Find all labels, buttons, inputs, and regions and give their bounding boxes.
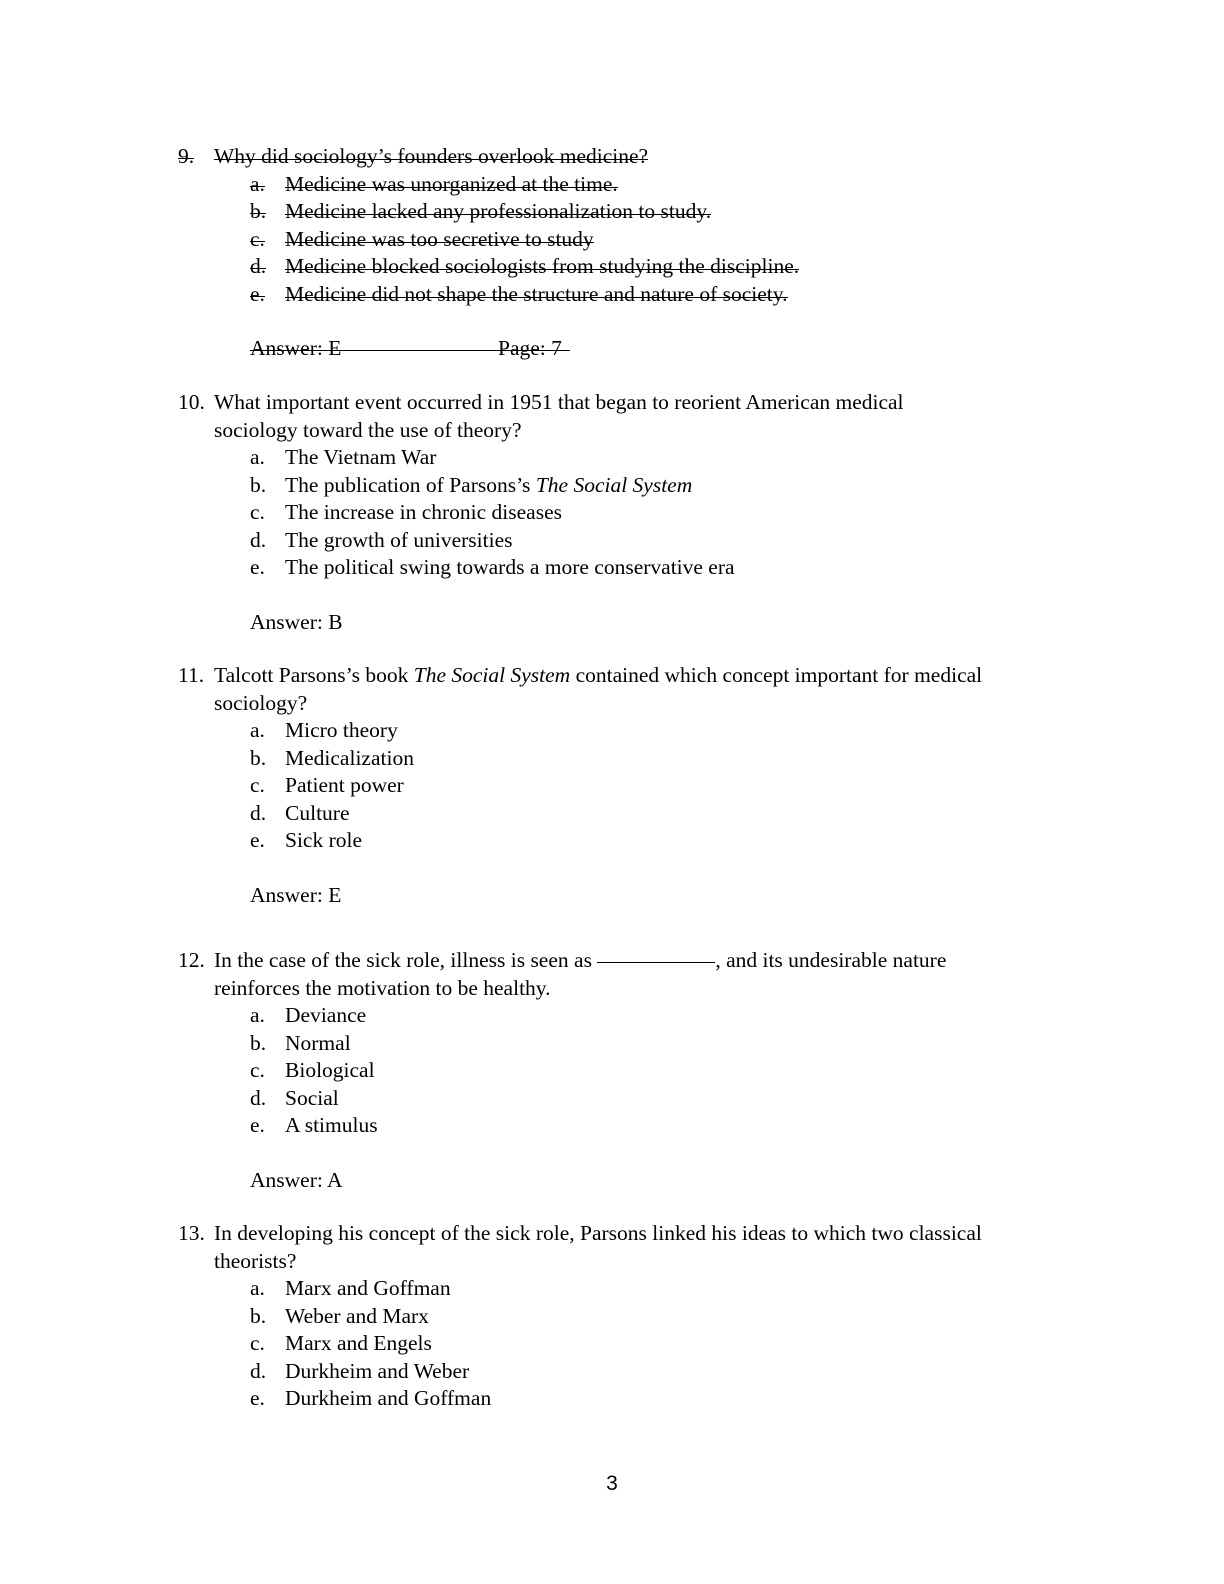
answer-line [178, 609, 1098, 637]
options-list [178, 1275, 1098, 1413]
question-number: 10. [178, 390, 205, 414]
answer-text: Answer: B [250, 609, 343, 634]
page-reference: Page: 7 [498, 336, 562, 360]
option-e: e. The political swing towards a more conservative era [250, 555, 735, 579]
question-text-line-2: sociology toward the use of theory? [214, 417, 522, 442]
option-c: c. Marx and Engels [250, 1331, 432, 1355]
answer-line [178, 335, 1098, 363]
question-stem [178, 143, 1098, 171]
option-a: a. The Vietnam War [250, 445, 437, 469]
question-12 [178, 947, 1098, 1194]
option-a: a. Deviance [250, 1003, 367, 1027]
option-b: b. Medicine lacked any professionalization to study. [178, 198, 1098, 226]
question-stem [178, 1220, 1098, 1275]
option-e: e. Medicine did not shape the structure and nature of society. [178, 281, 1098, 309]
option-c: c. Patient power [250, 773, 404, 797]
question-number: 11. [178, 663, 205, 687]
option-e: e. Durkheim and Goffman [250, 1386, 492, 1410]
question-text-line-1: What important event occurred in 1951 that began to reorient American medical [214, 390, 904, 414]
question-stem [178, 389, 1098, 444]
option-e: e. A stimulus [250, 1113, 378, 1137]
option-b: b. Normal [250, 1030, 351, 1055]
question-text: Why did sociology’s founders overlook medicine? [214, 144, 649, 168]
question-11 [178, 662, 1098, 909]
option-e: e. Sick role [250, 828, 363, 852]
question-stem: 11. Talcott Parsons’s book The Social System contained which concept important for medical sociology? [178, 663, 983, 715]
page-number: 3 [606, 1472, 618, 1495]
answer-line [178, 882, 1098, 910]
options-list [178, 444, 1098, 582]
question-number: 9. [178, 143, 194, 171]
question-10 [178, 389, 1098, 636]
option-d: d. Social [250, 1085, 339, 1110]
question-13 [178, 1220, 1098, 1413]
question-text-line-2: reinforces the motivation to be healthy. [214, 975, 551, 1000]
option-c: c. Medicine was too secretive to study [178, 226, 1098, 254]
option-d: d. Medicine blocked sociologists from studying the discipline. [178, 253, 1098, 281]
question-number: 12. [178, 948, 205, 972]
question-text-line-2: sociology? [214, 690, 308, 715]
option-a: a. Micro theory [250, 718, 398, 742]
fill-in-blank [597, 961, 715, 963]
option-d: d. Durkheim and Weber [250, 1358, 470, 1383]
option-b: b. The publication of Parsons’s The Social System [250, 472, 693, 497]
question-number: 13. [178, 1221, 205, 1245]
book-title: The Social System [413, 663, 571, 687]
question-9 [178, 143, 1098, 363]
option-d: d. Culture [250, 800, 350, 825]
answer-line [178, 1167, 1098, 1195]
option-c: c. The increase in chronic diseases [250, 500, 562, 524]
option-d: d. The growth of universities [250, 527, 513, 552]
answer-text: Answer: E [250, 336, 342, 360]
option-b: b. Medicalization [250, 745, 414, 770]
options-list [178, 717, 1098, 855]
question-text-line-2: theorists? [214, 1248, 297, 1273]
answer-text: Answer: A [250, 1167, 343, 1192]
options-list [178, 171, 1098, 309]
option-c: c. Biological [250, 1058, 375, 1082]
question-stem: 12. In the case of the sick role, illness is seen as , and its undesirable nature reinforces the motivation to be healthy. [178, 948, 947, 1000]
book-title: The Social System [535, 472, 693, 497]
question-text-line-1: In developing his concept of the sick role, Parsons linked his ideas to which two classical [214, 1221, 982, 1245]
answer-text: Answer: E [250, 882, 342, 907]
options-list [178, 1002, 1098, 1140]
option-b: b. Weber and Marx [250, 1303, 429, 1328]
option-a: a. Marx and Goffman [250, 1276, 451, 1300]
option-a: a. Medicine was unorganized at the time. [178, 171, 1098, 199]
